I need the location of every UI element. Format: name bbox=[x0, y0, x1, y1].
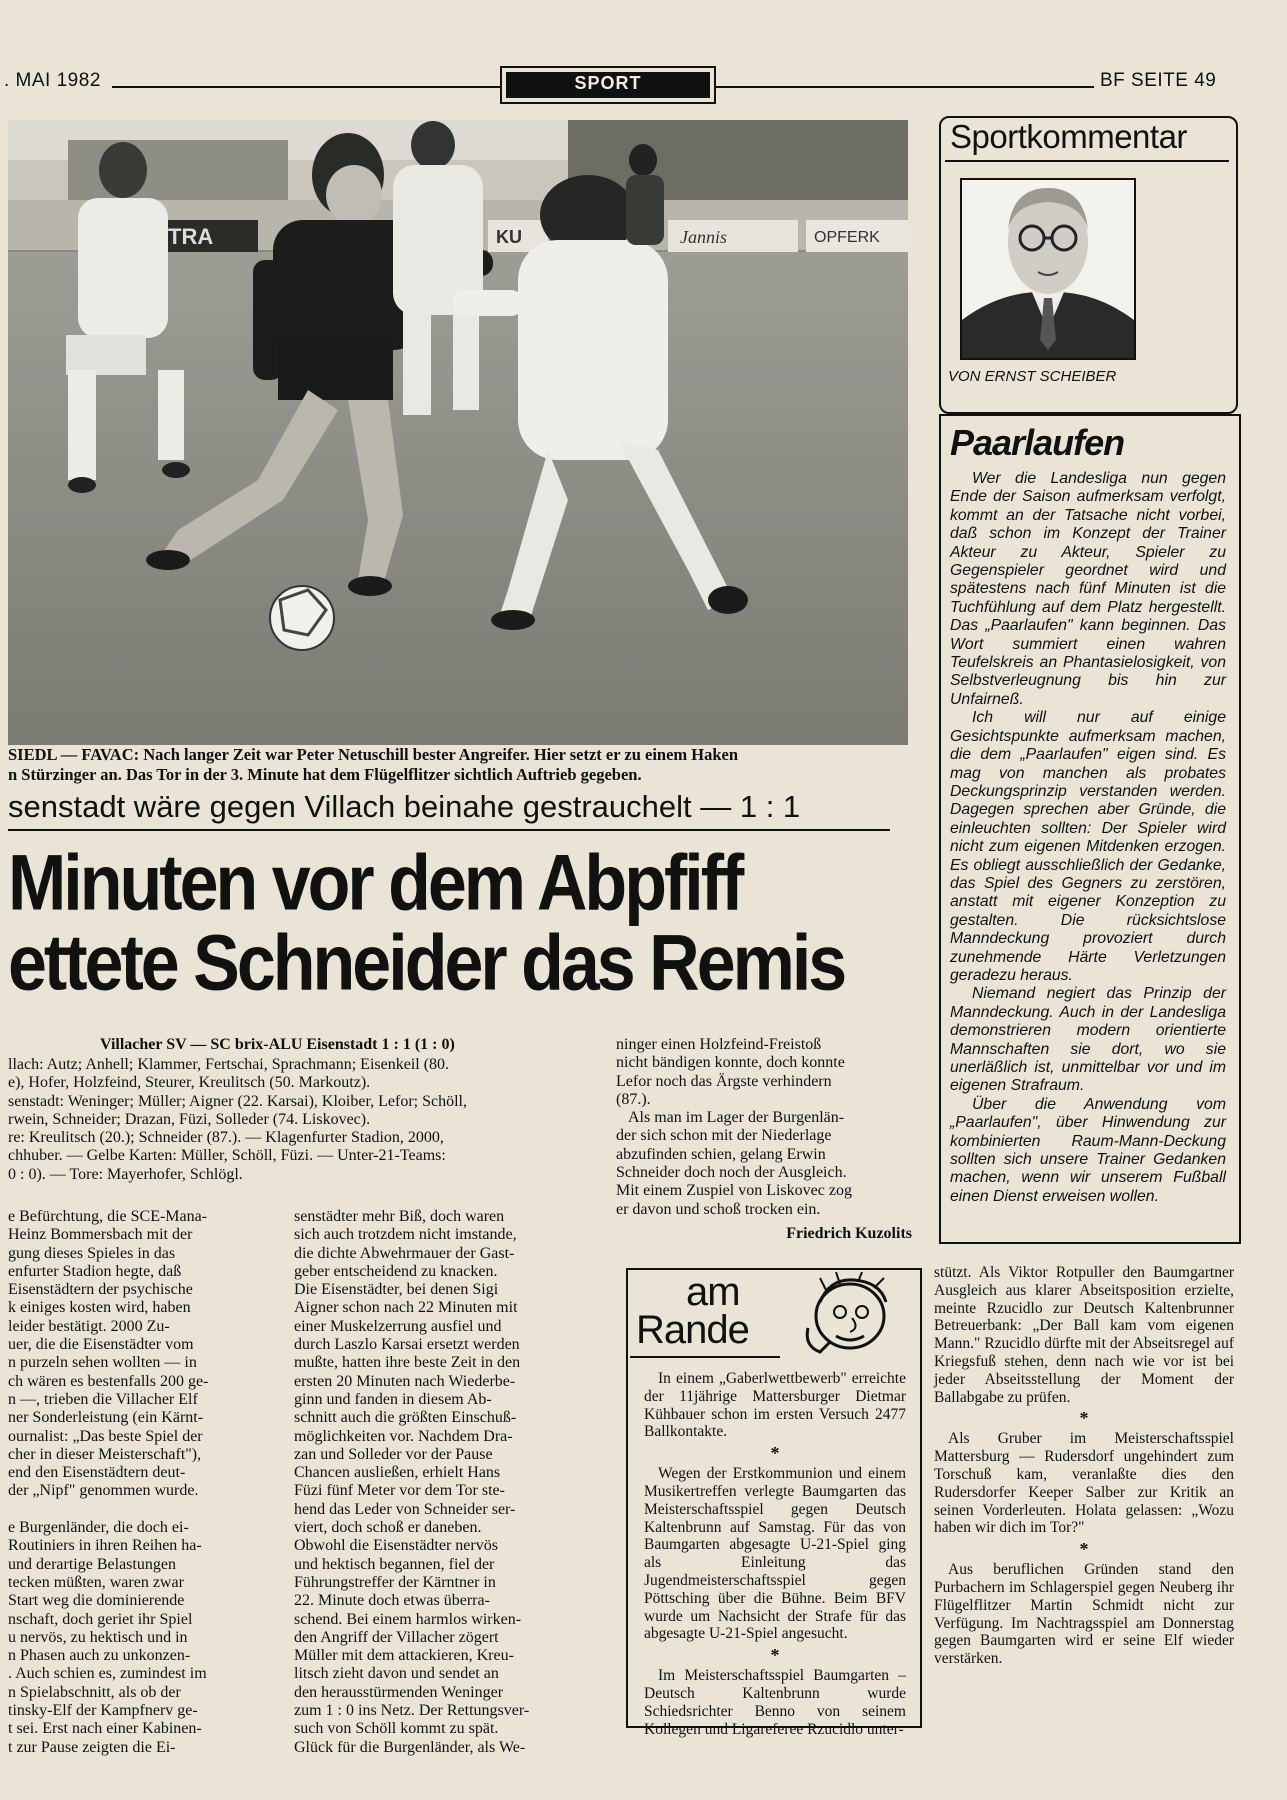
am-rande-col-1 bbox=[644, 1370, 906, 1738]
page-number: BF SEITE 49 bbox=[1100, 70, 1217, 91]
text-line: der sich schon mit der Niederlage bbox=[616, 1127, 832, 1145]
rande-item: Aus beruflichen Gründen stand den Purbachern im Schlagerspiel gegen Neuberg ihr Flügelflitzer Martin Schmidt nicht zur Verfügung. Im Nachtragsspiel am Donnerstag gegen Baumgarten wird er seine Elf wieder verstärken. bbox=[934, 1561, 1234, 1668]
match-title: Villacher SV — SC brix-ALU Eisenstadt 1 : 1 (1 : 0) bbox=[100, 1036, 455, 1053]
lineup-line: llach: Autz; Anhell; Klammer, Fertschai, Sprachmann; Eisenkeil (80. bbox=[8, 1056, 450, 1073]
kommentar-title-rule bbox=[945, 160, 1229, 162]
text-line: enfurter Stadion hegte, daß bbox=[8, 1262, 182, 1280]
text-line: zan und Solleder vor der Pause bbox=[294, 1445, 493, 1463]
text-line: nicht bändigen konnte, doch konnte bbox=[616, 1054, 845, 1072]
kommentar-paragraph: Über die Anwendung vom „Paarlaufen", über Hinwendung zur kombinierten Raum-Mann-Deckung sollten sich unsere Trainer Gedanken machen, wenn wir unserem Fußball einen Dienst erweisen wollen. bbox=[950, 1095, 1226, 1205]
text-line: ch wären es bestenfalls 200 ge- bbox=[8, 1372, 209, 1390]
article-kicker: senstadt wäre gegen Villach beinahe gestrauchelt — 1 : 1 bbox=[8, 789, 801, 824]
text-line: n —, trieben die Villacher Elf bbox=[8, 1390, 198, 1408]
lineup-line: chhuber. — Gelbe Karten: Müller, Schöll, Füzi. — Unter-21-Teams: bbox=[8, 1147, 446, 1165]
kommentar-author: VON ERNST SCHEIBER bbox=[948, 368, 1117, 385]
text-line: litsch zieht davon und sendet an bbox=[294, 1665, 499, 1683]
text-line: Start weg die dominierende bbox=[8, 1592, 185, 1610]
text-line: den herausstürmenden Weninger bbox=[294, 1683, 504, 1701]
text-line: t sei. Erst nach einer Kabinen- bbox=[8, 1720, 202, 1738]
headline-line-2: ettete Schneider das Remis bbox=[8, 919, 845, 1007]
text-line: den Angriff der Villacher zögert bbox=[294, 1628, 499, 1646]
text-line: n Phasen auch zu unkonzen- bbox=[8, 1647, 191, 1665]
kommentar-text bbox=[950, 470, 1226, 1206]
banner-text-left: TRA bbox=[168, 224, 214, 249]
photo-caption bbox=[8, 745, 913, 785]
text-line: end den Eisenstädtern deut- bbox=[8, 1464, 186, 1482]
rande-item: In einem „Gaberlwettbewerb" erreichte der 11jährige Mattersburger Dietmar Kühbauer schon im ersten Versuch 2477 Ballkontakte. bbox=[644, 1370, 906, 1441]
text-line: geber entscheidend zu knacken. bbox=[294, 1262, 498, 1280]
text-line: (87.). bbox=[616, 1090, 651, 1108]
text-line: mußte, hatten ihre beste Zeit in den bbox=[294, 1354, 521, 1372]
text-line: Müller mit dem attackieren, Kreu- bbox=[294, 1647, 514, 1665]
cartoon-face-icon bbox=[800, 1272, 904, 1358]
text-line: und derartige Belastungen bbox=[8, 1555, 176, 1573]
issue-date: . MAI 1982 bbox=[4, 70, 101, 91]
separator-star: * bbox=[770, 1645, 780, 1666]
text-line: k einiges kosten wird, haben bbox=[8, 1299, 191, 1317]
kommentar-paragraph: Niemand negiert das Prinzip der Manndeckung. Auch in der Landesliga demonstrieren modern orientierte Mannschaften sie dort, wo sie unerläßlich ist, unmittelbar vor und im eigenen Strafraum. bbox=[950, 985, 1226, 1095]
lineup-line: rwein, Schneider; Drazan, Füzi, Solleder (74. Liskovec). bbox=[8, 1110, 371, 1128]
text-line: Aigner schon nach 22 Minuten mit bbox=[294, 1299, 518, 1317]
text-line: cher in dieser Meisterschaft"), bbox=[8, 1445, 202, 1463]
match-photo-illustration bbox=[8, 120, 908, 745]
text-line: abzufinden schien, gelang Erwin bbox=[616, 1145, 826, 1163]
text-line: leider bestätigt. 2000 Zu- bbox=[8, 1317, 170, 1335]
text-line: tecken müßten, waren zwar bbox=[8, 1573, 184, 1591]
kommentar-paragraph: Wer die Landesliga nun gegen Ende der Saison aufmerksam verfolgt, kommt an der Tatsache nicht vorbei, daß schon im Konzept der Trainer Akteur zu Akteur, Spieler zu Gegenspieler geordnet wird und spätestens nach fünf Minuten ist die Tuchfühlung auf dem Platz hergestellt. Das „Paarlaufen" kann beginnen. Das Wort summiert einen wahren Teufelskreis an Phantasielosigkeit, von Selbstverleugnung bis hin zur Unfairneß. bbox=[950, 470, 1226, 708]
rande-item: Im Meisterschaftsspiel Baumgarten – Deutsch Kaltenbrunn wurde Schiedsrichter Benno von seinem Kollegen und Ligareferee Rzucidlo unter- bbox=[644, 1667, 906, 1738]
text-line: sich auch trotzdem nicht imstande, bbox=[294, 1226, 517, 1244]
lineup-line: e), Hofer, Holzfeind, Steurer, Kreulitsch (50. Markoutz). bbox=[8, 1074, 371, 1092]
text-line: t zur Pause zeigten die Ei- bbox=[8, 1738, 176, 1756]
banner-text-right: OPFERK bbox=[814, 229, 880, 246]
text-line: ersten 20 Minuten nach Wiederbe- bbox=[294, 1372, 516, 1390]
section-label-box bbox=[500, 66, 716, 104]
separator-star: * bbox=[1079, 1539, 1089, 1560]
separator-star: * bbox=[770, 1443, 780, 1464]
headline-line-1: Minuten vor dem Abpfiff bbox=[8, 839, 742, 927]
text-line: uer, die die Eisenstädter vom bbox=[8, 1336, 194, 1354]
rande-item: stützt. Als Viktor Rotpuller den Baumgartner Ausgleich aus klarer Abseitsposition erzielte, meinte Rzucidlo zur Deutsch Kaltenbrunner Betreuerbank: „Der Ball kam vom eigenen Mann." Rzucidlo dürfte mit der Abseitsregel auf Kriegsfuß stehen, denn nach wie vor ist bei jeder Abseitsstellung der Moment der Ballabgabe zu prüfen. bbox=[934, 1264, 1234, 1406]
text-line: ninger einen Holzfeind-Freistoß bbox=[616, 1036, 822, 1053]
article-col-3 bbox=[616, 1036, 912, 1243]
text-line: schnitt auch die größten Einschuß- bbox=[294, 1409, 517, 1427]
text-line: zum 1 : 0 ins Netz. Der Rettungsver- bbox=[294, 1702, 530, 1720]
article-col-1 bbox=[8, 1208, 274, 1757]
author-portrait-illustration bbox=[962, 180, 1134, 358]
am-rande-rule bbox=[630, 1356, 780, 1358]
text-line: Routiniers in ihren Reihen ha- bbox=[8, 1537, 202, 1555]
am-rande-title-rande: Rande bbox=[636, 1308, 749, 1352]
rande-item: Wegen der Erstkommunion und einem Musikertreffen verlegte Baumgarten das Meisterschaftsspiel gegen Deutsch Kaltenbrunn auf Samstag. Für das von Baumgarten abgesagte U-21-Spiel ging als Einleitung das Jugendmeisterschaftsspiel gegen Pöttsching über die Bühne. Beim BFV wurde um Nachsicht der Strafe für das abgesagte U-21-Spiel angesucht. bbox=[644, 1465, 906, 1643]
text-line: Füzi fünf Meter vor dem Tor ste- bbox=[294, 1482, 505, 1500]
rande-item: Als Gruber im Meisterschaftsspiel Mattersburg — Rudersdorf ungehindert zum Torschuß kam, veranlaßte dies den Rudersdorfer Keeper Salber zur Kritik an seinen Vorderleuten. Holata gelassen: „Wozu haben wir dich im Tor?" bbox=[934, 1430, 1234, 1537]
lineup-line: 0 : 0). — Tore: Mayerhofer, Schlögl. bbox=[8, 1165, 243, 1183]
kicker-rule bbox=[8, 829, 890, 831]
text-line: schend. Bei einem harmlos wirken- bbox=[294, 1610, 522, 1628]
text-line: Heinz Bommersbach mit der bbox=[8, 1226, 193, 1244]
text-line: der „Nipf" genommen wurde. bbox=[8, 1482, 199, 1500]
text-line: Glück für die Burgenländer, als We- bbox=[294, 1738, 526, 1756]
text-line: e Befürchtung, die SCE-Mana- bbox=[8, 1208, 208, 1225]
text-line: Führungstreffer der Kärntner in bbox=[294, 1573, 496, 1591]
article-author: Friedrich Kuzolits bbox=[786, 1224, 912, 1242]
text-line: nschaft, doch geriet ihr Spiel bbox=[8, 1610, 193, 1628]
text-line: n Spielabschnitt, als ob der bbox=[8, 1683, 181, 1701]
text-line: er davon und schoß trocken ein. bbox=[616, 1200, 821, 1218]
caption-line-2: n Stürzinger an. Das Tor in der 3. Minute hat dem Flügelflitzer sichtlich Auftrieb gegeben. bbox=[8, 765, 642, 784]
text-line bbox=[8, 1501, 274, 1519]
text-line: Als man im Lager der Burgenlän- bbox=[628, 1109, 845, 1127]
text-line: hend das Leder von Schneider ser- bbox=[294, 1500, 516, 1518]
text-line: Schneider doch noch der Ausgleich. bbox=[616, 1164, 847, 1182]
text-line: ner Sonderleistung (ein Kärnt- bbox=[8, 1409, 204, 1427]
text-line: ournalist: „Das beste Spiel der bbox=[8, 1427, 203, 1445]
text-line: such von Schöll kommt zu spät. bbox=[294, 1720, 499, 1738]
author-portrait bbox=[960, 178, 1136, 360]
text-line: gung dieses Spieles in das bbox=[8, 1244, 176, 1262]
text-line: 22. Minute doch etwas überra- bbox=[294, 1592, 490, 1610]
kommentar-title: Sportkommentar bbox=[950, 118, 1187, 155]
text-line: durch Laszlo Karsai ersetzt werden bbox=[294, 1336, 520, 1354]
text-line: Obwohl die Eisenstädter nervös bbox=[294, 1537, 498, 1555]
text-line: senstädter mehr Biß, doch waren bbox=[294, 1208, 505, 1225]
article-col-2 bbox=[294, 1208, 590, 1757]
text-line: viert, doch schoß er daneben. bbox=[294, 1519, 482, 1537]
lineup-line: senstadt: Weninger; Müller; Aigner (22. Karsai), Kloiber, Lefor; Schöll, bbox=[8, 1092, 467, 1110]
text-line: e Burgenländer, die doch ei- bbox=[8, 1519, 189, 1537]
text-line: ginn und fanden in diesem Ab- bbox=[294, 1390, 492, 1408]
banner-sign: Jannis bbox=[680, 227, 727, 247]
text-line: Mit einem Zuspiel von Liskovec zog bbox=[616, 1182, 852, 1200]
section-label: SPORT bbox=[506, 72, 710, 98]
text-line: einer Muskelzerrung ausfiel und bbox=[294, 1317, 502, 1335]
text-line: n purzeln sehen wollten — in bbox=[8, 1354, 197, 1372]
am-rande-title-am: am bbox=[686, 1270, 740, 1314]
header-rule-right bbox=[714, 86, 1094, 88]
lineup-line: re: Kreulitsch (20.); Schneider (87.). — Klagenfurter Stadion, 2000, bbox=[8, 1129, 444, 1147]
match-lineup bbox=[8, 1056, 608, 1184]
text-line: Lefor noch das Ärgste verhindern bbox=[616, 1072, 832, 1090]
text-line: u nervös, zu hektisch und in bbox=[8, 1628, 188, 1646]
text-line: . Auch schien es, zumindest im bbox=[8, 1665, 207, 1683]
text-line: Die Eisenstädter, bei denen Sigi bbox=[294, 1281, 499, 1299]
kommentar-paragraph: Ich will nur auf einige Gesichtspunkte aufmerksam machen, die dem „Paarlaufen" eigen sind. Es mag von manchen als probates Deckungsprinzip verstanden werden. Dagegen sprechen aber Gründe, die einleuchten sollten: Der Spieler wird nicht zum eigenen Mitdenken erzogen. Es obliegt ausschließlich der Gedanke, das Spiel des Gegners zu zerstören, anstatt mit eigener Konzeption zu gestalten. Die rücksichtslose Manndeckung provoziert durch zunehmende Härte Verletzungen geradezu heraus. bbox=[950, 709, 1226, 984]
separator-star: * bbox=[1079, 1408, 1089, 1429]
banner-text-mid: KU bbox=[496, 227, 522, 247]
header-rule-left bbox=[112, 86, 500, 88]
text-line: und hektisch begannen, fiel der bbox=[294, 1555, 495, 1573]
text-line: tinsky-Elf der Kampfnerv ge- bbox=[8, 1702, 198, 1720]
kommentar-headline: Paarlaufen bbox=[950, 422, 1125, 463]
text-line: möglichkeiten vor. Nachdem Dra- bbox=[294, 1427, 513, 1445]
text-line: die dichte Abwehrmauer der Gast- bbox=[294, 1244, 515, 1262]
match-photo bbox=[8, 120, 908, 745]
text-line: Eisenstädtern der psychische bbox=[8, 1281, 193, 1299]
text-line: Chancen ausließen, erhielt Hans bbox=[294, 1464, 501, 1482]
caption-line-1: SIEDL — FAVAC: Nach langer Zeit war Peter Netuschill bester Angreifer. Hier setzt er zu einem Haken bbox=[8, 745, 739, 764]
am-rande-col-2 bbox=[934, 1264, 1234, 1668]
